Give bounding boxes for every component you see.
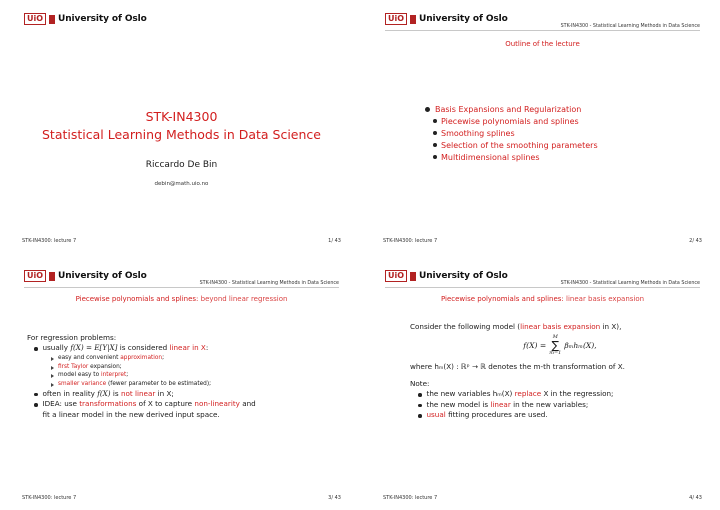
text: Consider the following model ( bbox=[410, 322, 521, 331]
where-text: where hₘ(X) : ℝᵖ → ℝ denotes the m-th transformation of X. bbox=[410, 362, 625, 372]
frame-title bbox=[9, 295, 354, 303]
footer-lecture: STK-IN4300: lecture 7 bbox=[22, 238, 77, 244]
triangle-bullet-icon bbox=[51, 374, 54, 378]
frame-title-topic: beyond linear regression bbox=[200, 295, 288, 303]
outline-subitem-label: Multidimensional splines bbox=[441, 152, 540, 162]
text: the new variables hₘ(X) bbox=[426, 389, 513, 399]
intro-text bbox=[410, 322, 710, 332]
author-name: Riccardo De Bin bbox=[145, 160, 218, 170]
uio-logo bbox=[24, 12, 147, 26]
uio-logo bbox=[385, 12, 508, 26]
slide-beyond-linear bbox=[9, 263, 354, 506]
uio-seal-icon bbox=[49, 272, 55, 281]
course-title: Statistical Learning Methods in Data Science bbox=[42, 127, 321, 142]
text: in X; bbox=[157, 388, 174, 398]
lecture-code: STK-IN4300 bbox=[145, 109, 218, 124]
university-name: University of Oslo bbox=[419, 14, 508, 24]
outline-item-label: Basis Expansions and Regularization bbox=[435, 104, 582, 114]
highlight-text: smaller variance bbox=[58, 380, 107, 387]
text: in X), bbox=[602, 322, 622, 331]
slide-outline bbox=[370, 6, 715, 249]
footer-lecture: STK-IN4300: lecture 7 bbox=[383, 495, 438, 501]
basis-expansion-formula bbox=[410, 335, 710, 356]
bullet-icon bbox=[433, 143, 437, 147]
uio-seal-icon bbox=[410, 15, 416, 24]
text: of X to capture bbox=[138, 399, 193, 409]
sum-operator bbox=[549, 335, 561, 356]
text: IDEA: use bbox=[42, 399, 77, 409]
header-divider bbox=[385, 287, 700, 288]
slide-body bbox=[27, 333, 347, 420]
frame-title: Outline of the lecture bbox=[505, 40, 580, 48]
highlight-text: not linear bbox=[120, 388, 156, 398]
uio-seal-icon bbox=[49, 15, 55, 24]
uio-seal-icon bbox=[410, 272, 416, 281]
page-number: 1/ 43 bbox=[328, 238, 341, 244]
sub-bullet-item bbox=[27, 363, 347, 372]
bullet-icon bbox=[425, 107, 430, 112]
text: expansion; bbox=[90, 363, 122, 370]
outline-subitem-label: Smoothing splines bbox=[441, 128, 515, 138]
header-divider bbox=[24, 287, 339, 288]
formula-rhs: βₘhₘ(X), bbox=[564, 340, 597, 350]
text: (fewer parameter to be estimated); bbox=[108, 380, 212, 387]
sub-bullet-item bbox=[27, 371, 347, 380]
frame-title bbox=[370, 295, 715, 303]
note-label: Note: bbox=[410, 378, 430, 388]
triangle-bullet-icon bbox=[51, 383, 54, 387]
outline-subitem bbox=[425, 115, 598, 127]
frame-title-topic: linear basis expansion bbox=[566, 295, 645, 303]
outline-subitem-label: Piecewise polynomials and splines bbox=[441, 116, 579, 126]
math-expression: f(X) bbox=[97, 388, 111, 398]
bullet-icon bbox=[34, 393, 38, 397]
page-number: 4/ 43 bbox=[689, 495, 702, 501]
bullet-icon bbox=[418, 404, 422, 408]
uio-logo-mark: UiO bbox=[24, 13, 46, 25]
bullet-item bbox=[27, 343, 347, 353]
uio-logo-mark: UiO bbox=[385, 13, 407, 25]
bullet-item bbox=[27, 389, 347, 399]
highlight-text: first Taylor bbox=[58, 363, 89, 370]
bullet-item bbox=[410, 410, 710, 420]
outline-subitem bbox=[425, 127, 598, 139]
bullet-icon bbox=[34, 403, 38, 407]
slide-title bbox=[9, 6, 354, 249]
bullet-item bbox=[410, 400, 710, 410]
text: in the new variables; bbox=[513, 399, 589, 409]
bullet-icon bbox=[433, 119, 437, 123]
uio-logo-mark: UiO bbox=[385, 270, 407, 282]
text: often in reality bbox=[42, 388, 95, 398]
footer-lecture: STK-IN4300: lecture 7 bbox=[22, 495, 77, 501]
author-email: debin@math.uio.no bbox=[154, 181, 209, 187]
text: : bbox=[205, 343, 209, 353]
page-number: 2/ 43 bbox=[689, 238, 702, 244]
highlight-text: approximation bbox=[120, 354, 163, 361]
highlight-text: transformations bbox=[79, 399, 137, 409]
course-header: STK-IN4300 - Statistical Learning Methods in Data Science bbox=[199, 281, 339, 286]
highlight-text: interpret bbox=[100, 372, 127, 379]
intro-text: For regression problems: bbox=[27, 333, 117, 342]
outline-subitem bbox=[425, 151, 598, 163]
highlight-text: linear bbox=[490, 399, 511, 409]
highlight-text: replace bbox=[514, 389, 542, 399]
slide-basis-expansion bbox=[370, 263, 715, 506]
university-name: University of Oslo bbox=[419, 271, 508, 281]
header-divider bbox=[385, 30, 700, 31]
uio-logo-mark: UiO bbox=[24, 270, 46, 282]
university-name: University of Oslo bbox=[58, 271, 147, 281]
text: the new model is bbox=[426, 399, 489, 409]
outline-list bbox=[425, 103, 598, 163]
footer-lecture: STK-IN4300: lecture 7 bbox=[383, 238, 438, 244]
text: is bbox=[112, 388, 119, 398]
sum-lower-limit: m=1 bbox=[549, 350, 562, 357]
bullet-icon bbox=[418, 393, 422, 397]
text: fit a linear model in the new derived input space. bbox=[42, 409, 220, 419]
text: usually bbox=[42, 343, 69, 353]
triangle-bullet-icon bbox=[51, 357, 54, 361]
highlight-text: non-linearity bbox=[194, 399, 240, 409]
formula-lhs: f(X) = bbox=[523, 340, 547, 350]
bullet-item bbox=[410, 389, 710, 399]
bullet-item bbox=[27, 399, 347, 420]
outline-subitem bbox=[425, 139, 598, 151]
page-number: 3/ 43 bbox=[328, 495, 341, 501]
sum-upper-limit: M bbox=[552, 334, 558, 341]
text: and bbox=[242, 399, 256, 409]
course-header: STK-IN4300 - Statistical Learning Methods in Data Science bbox=[560, 24, 700, 29]
outline-item bbox=[425, 103, 598, 115]
text: X in the regression; bbox=[543, 389, 614, 399]
uio-logo bbox=[385, 269, 508, 283]
text: fitting procedures are used. bbox=[448, 410, 548, 420]
highlight-text: linear in X bbox=[169, 343, 206, 353]
text: ; bbox=[126, 372, 129, 379]
slide-body bbox=[410, 322, 710, 421]
sub-bullet-item bbox=[27, 354, 347, 363]
text: is considered bbox=[119, 343, 168, 353]
course-header: STK-IN4300 - Statistical Learning Methods in Data Science bbox=[560, 281, 700, 286]
math-expression: f(X) = E[Y|X] bbox=[70, 343, 118, 353]
text: easy and convenient bbox=[58, 354, 119, 361]
sigma-icon: ∑ bbox=[551, 339, 559, 353]
university-name: University of Oslo bbox=[58, 14, 147, 24]
triangle-bullet-icon bbox=[51, 366, 54, 370]
uio-logo bbox=[24, 269, 147, 283]
text: ; bbox=[162, 354, 165, 361]
highlight-text: usual bbox=[426, 410, 446, 420]
bullet-icon bbox=[433, 155, 437, 159]
text: model easy to bbox=[58, 372, 100, 379]
outline-subitem-label: Selection of the smoothing parameters bbox=[441, 140, 598, 150]
bullet-icon bbox=[34, 347, 38, 351]
highlight-text: linear basis expansion bbox=[520, 322, 601, 331]
sub-bullet-item bbox=[27, 380, 347, 389]
frame-title-section: Piecewise polynomials and splines: bbox=[75, 295, 199, 303]
bullet-icon bbox=[418, 414, 422, 418]
frame-title-section: Piecewise polynomials and splines: bbox=[440, 295, 564, 303]
bullet-icon bbox=[433, 131, 437, 135]
